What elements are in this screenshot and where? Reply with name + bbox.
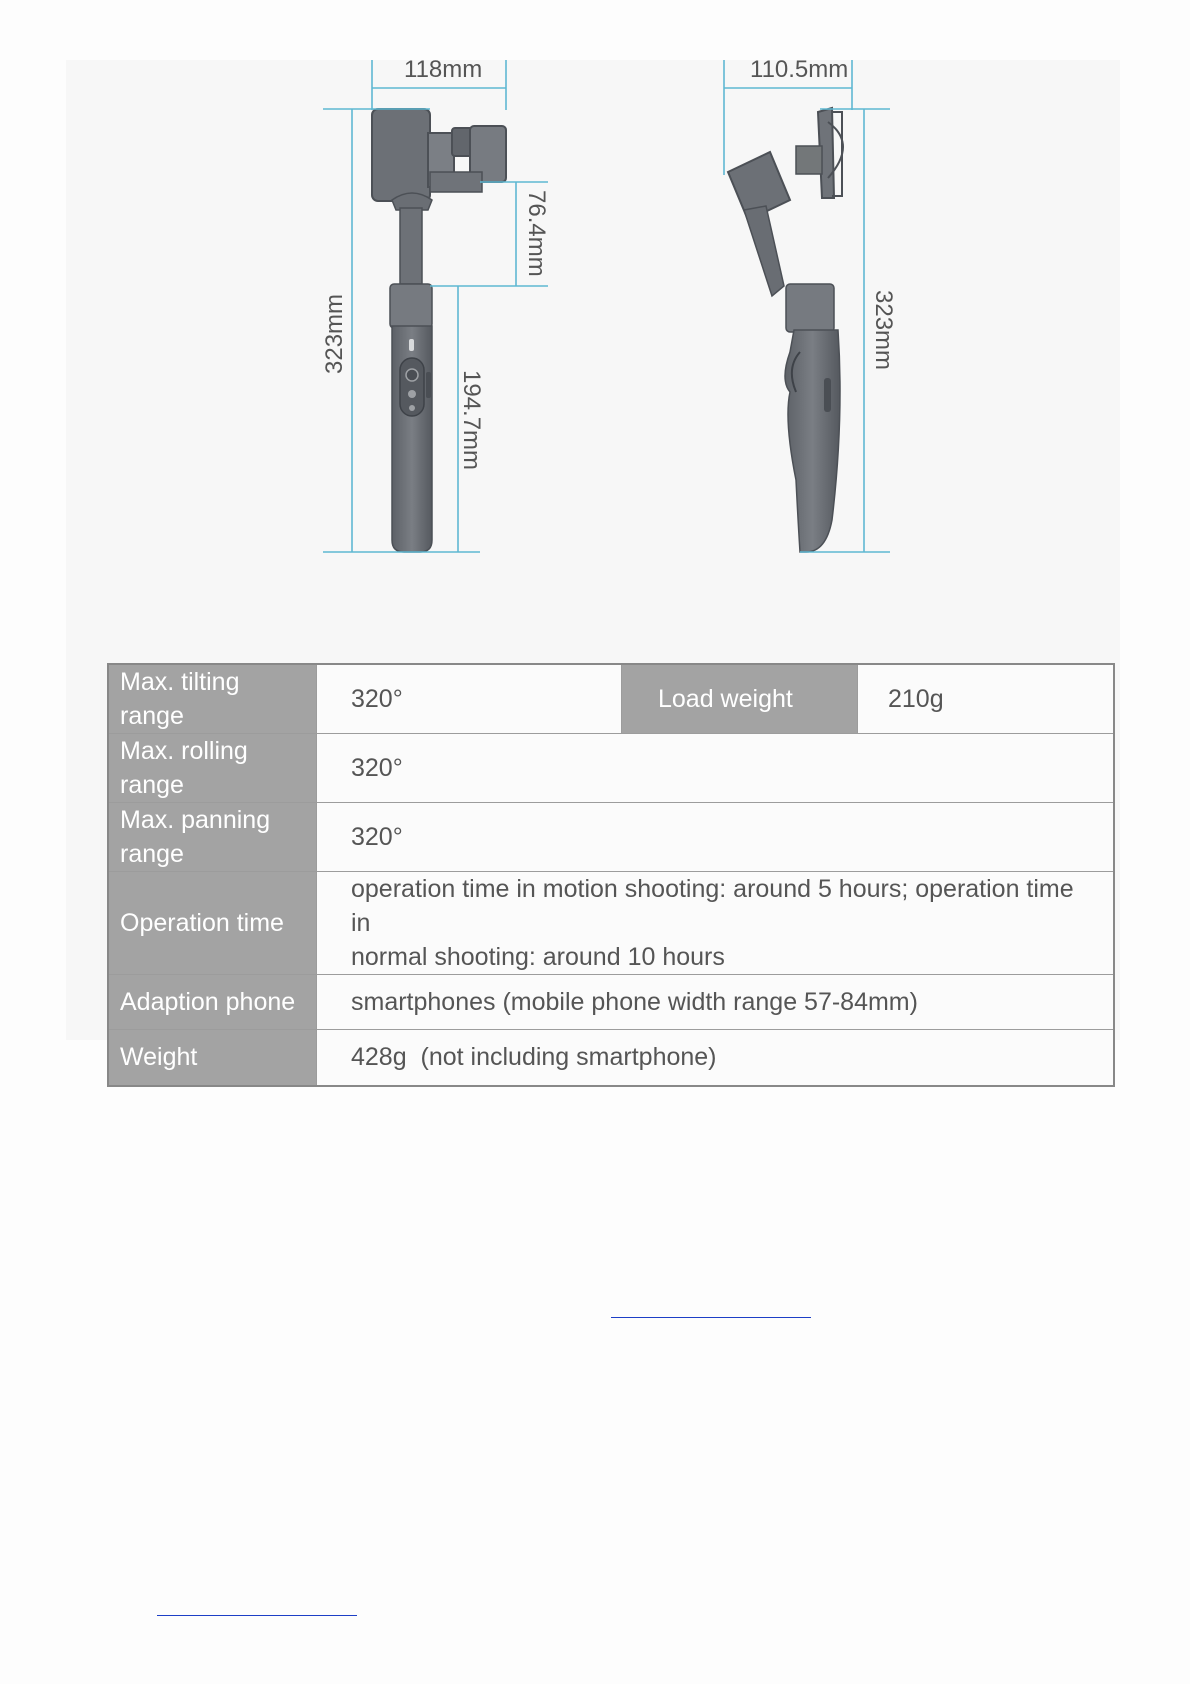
link-underline-2[interactable] [157, 1615, 357, 1616]
side-width-label: 110.5mm [750, 56, 849, 83]
dimension-diagram [0, 0, 1190, 660]
link-underline-1[interactable] [611, 1317, 811, 1318]
spec-label-phone: Adaption phone [108, 975, 317, 1030]
spec-value-load: 210g [858, 664, 1115, 734]
arm-height-label: 76.4mm [523, 190, 550, 277]
spec-label-tilting: Max. tilting range [108, 664, 317, 734]
spec-value-phone: smartphones (mobile phone width range 57-84mm) [317, 975, 1115, 1030]
handle-height-label: 194.7mm [458, 370, 485, 471]
front-view-gimbal [372, 109, 506, 552]
spec-label-operation: Operation time [108, 872, 317, 975]
table-row [108, 975, 1114, 1030]
spec-table [107, 663, 1115, 1087]
table-row [108, 803, 1114, 872]
spec-value-operation [317, 872, 1115, 975]
table-row [108, 734, 1114, 803]
spec-value-weight: 428g (not including smartphone) [317, 1030, 1115, 1086]
spec-value-tilting: 320° [317, 664, 622, 734]
side-view-gimbal [728, 108, 843, 552]
spec-label-weight: Weight [108, 1030, 317, 1086]
table-row [108, 664, 1114, 734]
side-height-label: 323mm [870, 290, 897, 371]
spec-value-rolling: 320° [317, 734, 1115, 803]
spec-value-panning: 320° [317, 803, 1115, 872]
spec-label-panning: Max. panning range [108, 803, 317, 872]
spec-label-rolling: Max. rolling range [108, 734, 317, 803]
spec-label-load: Load weight [622, 664, 858, 734]
front-height-label: 323mm [321, 293, 348, 374]
operation-line-1: operation time in motion shooting: around 5 hours; operation time in [351, 875, 1074, 937]
table-row [108, 872, 1114, 975]
table-row [108, 1030, 1114, 1086]
operation-line-2: normal shooting: around 10 hours [351, 943, 725, 971]
front-width-label: 118mm [404, 56, 483, 83]
